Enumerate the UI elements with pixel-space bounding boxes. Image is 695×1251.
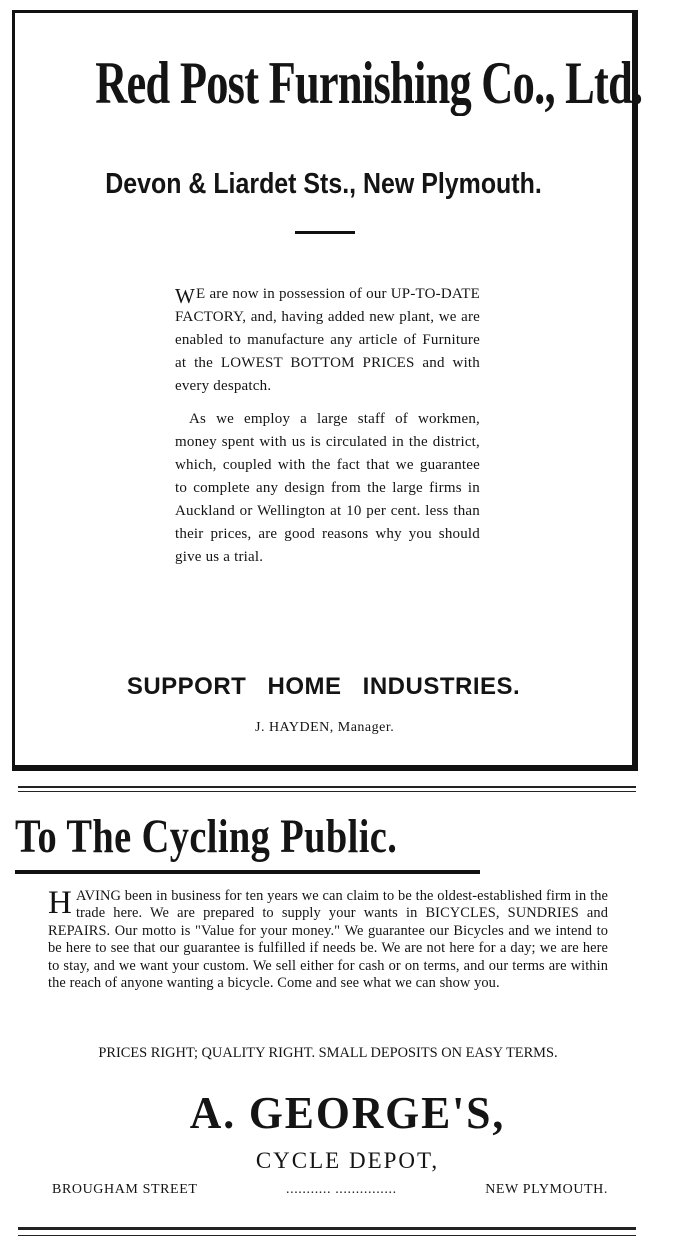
cycling-body-text: AVING been in business for ten years we can claim to be the oldest-established firm in the trade here. We are prepared to supply your wants in BICYCLES, SUNDRIES and REPAIRS. Our motto is "Value for your money." We guarantee our Bicycles and we intend to be here to see that our guarantee is fulfilled if needs be. We are not here for a day; we are here to stay, and we want your custom. We sell either for cash or on terms, and our terms are within the reach of anyone wanting a bicycle. Come and see what we can show you. xyxy=(48,888,608,992)
address-town: NEW PLYMOUTH. xyxy=(485,1182,608,1197)
furnishing-paragraph-1 xyxy=(175,283,480,398)
section-divider-thin xyxy=(18,791,636,792)
cycling-body xyxy=(48,885,608,992)
section-divider xyxy=(18,786,636,788)
manager-signature: J. HAYDEN, Manager. xyxy=(255,720,395,735)
business-type: CYCLE DEPOT, xyxy=(255,1148,440,1173)
cycling-title: To The Cycling Public. xyxy=(15,810,398,863)
drop-cap: H xyxy=(48,885,72,921)
furnishing-address: Devon & Liardet Sts., New Plymouth. xyxy=(105,168,542,200)
slogan: SUPPORT HOME INDUSTRIES. xyxy=(126,673,521,700)
furnishing-title: Red Post Furnishing Co., Ltd. xyxy=(95,50,643,116)
furnishing-paragraph-2: As we employ a large staff of workmen, money spent with us is circulated in the district, which, coupled with the fact that we guarantee to complete any design from the large firms in Auckland or Wellington at 10 per cent. less than their prices, are good reasons why you should give us a trial. xyxy=(175,411,480,565)
address-street: BROUGHAM STREET xyxy=(52,1182,198,1197)
business-address xyxy=(52,1182,608,1198)
furnishing-advertisement xyxy=(12,10,643,771)
title-divider xyxy=(295,231,355,234)
furnishing-body xyxy=(175,283,480,579)
prices-line: PRICES RIGHT; QUALITY RIGHT. SMALL DEPOSITS ON EASY TERMS. xyxy=(98,1045,558,1061)
drop-cap: W xyxy=(175,284,196,308)
paragraph-1-text: E are now in possession of our UP-TO-DATE FACTORY, and, having added new plant, we are enabled to manufacture any article of Furniture at the LOWEST BOTTOM PRICES and with every despatch. xyxy=(175,286,480,394)
address-leader-dots: ........... ............... xyxy=(286,1182,397,1197)
bottom-divider xyxy=(18,1227,636,1230)
cycling-title-underline xyxy=(15,870,480,874)
business-name: A. GEORGE'S, xyxy=(189,1087,506,1138)
bottom-divider-thin xyxy=(18,1235,636,1236)
